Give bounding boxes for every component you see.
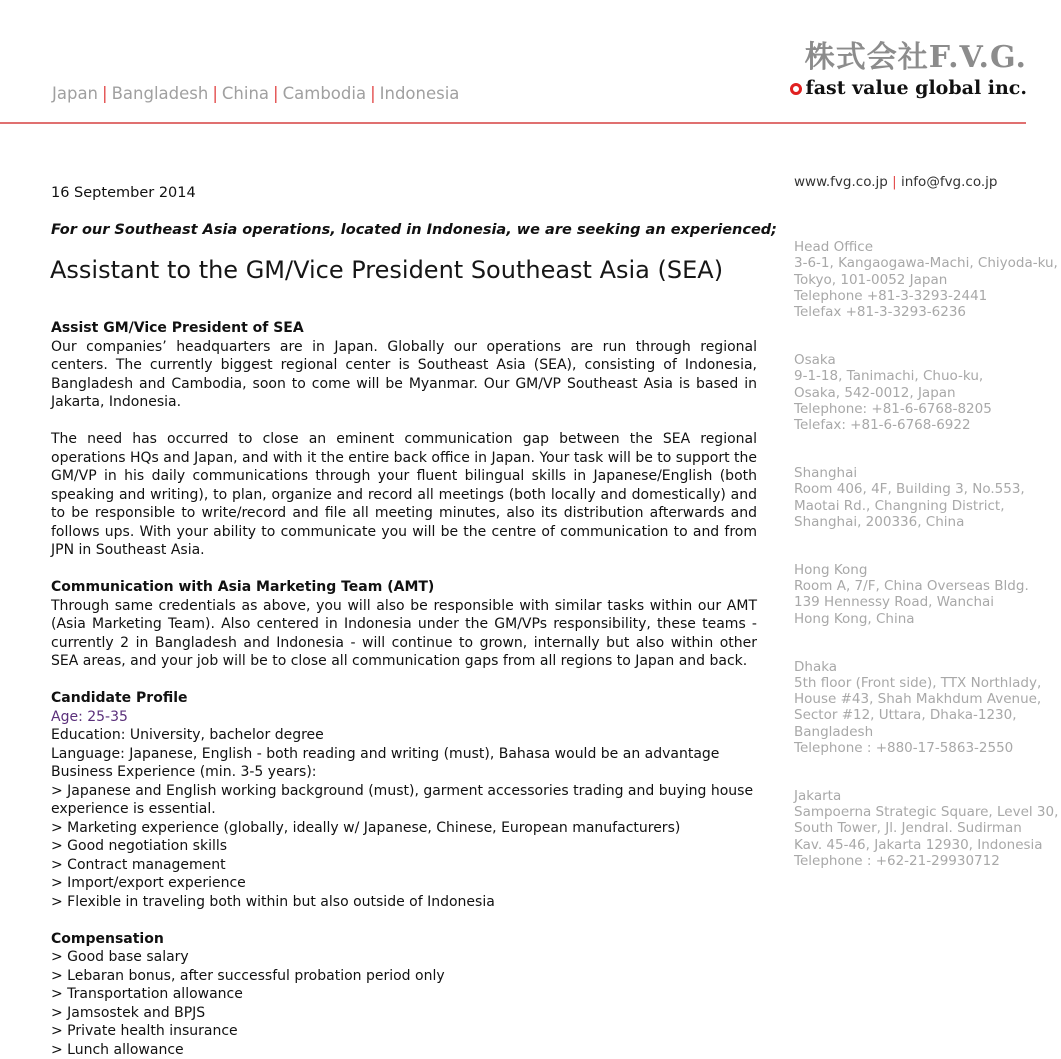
office-name: Hong Kong	[794, 562, 1054, 578]
office-address-line: 9-1-18, Tanimachi, Chuo-ku,	[794, 368, 1054, 384]
office-name: Dhaka	[794, 659, 1054, 675]
experience-item: > Flexible in traveling both within but also outside of Indonesia	[51, 893, 757, 912]
letter-date: 16 September 2014	[51, 185, 196, 201]
contact-line	[794, 174, 1054, 190]
section-heading-amt: Communication with Asia Marketing Team (AMT)	[51, 578, 757, 597]
office-telephone: Telephone +81-3-3293-2441	[794, 288, 1054, 304]
profile-age: Age: 25-35	[51, 708, 757, 727]
office-telephone: Telephone : +62-21-29930712	[794, 853, 1054, 869]
country-separator: |	[102, 84, 108, 103]
office-address-line: Sampoerna Strategic Square, Level 30,	[794, 804, 1054, 820]
logo-japanese-name: 株式会社F.V.G.	[777, 40, 1027, 76]
country-list	[52, 84, 459, 103]
job-title: Assistant to the GM/Vice President Southeast Asia (SEA)	[50, 256, 723, 284]
logo-english-name	[777, 76, 1027, 100]
experience-item: > Marketing experience (globally, ideally w/ Japanese, Chinese, European manufacturers)	[51, 819, 757, 838]
office-jakarta	[794, 788, 1054, 869]
office-address-line: House #43, Shah Makhdum Avenue,	[794, 691, 1054, 707]
office-telephone: Telephone: +81-6-6768-8205	[794, 401, 1054, 417]
logo-ring-icon	[790, 83, 802, 95]
profile-education: Education: University, bachelor degree	[51, 726, 757, 745]
experience-item: > Japanese and English working background (must), garment accessories trading and buying house experience is essential.	[51, 782, 757, 819]
compensation-item: > Lunch allowance	[51, 1041, 757, 1059]
office-dhaka	[794, 659, 1054, 756]
country-china: China	[222, 84, 269, 103]
compensation-item: > Lebaran bonus, after successful probation period only	[51, 967, 757, 986]
experience-item: > Import/export experience	[51, 874, 757, 893]
paragraph: Through same credentials as above, you will also be responsible with similar tasks within our AMT (Asia Marketing Team). Also centered in Indonesia under the GM/VPs responsibility, these teams - currently 2 in Bangladesh and Indonesia - will continue to grown, internally but also within other SEA areas, and your job will be to close all communication gaps from all regions to Japan and back.	[51, 597, 757, 671]
paragraph: The need has occurred to close an eminent communication gap between the SEA regional operations HQs and Japan, and with it the entire back office in Japan. Your task will be to support the GM/VP in his daily communications through your fluent bilingual skills in Japanese/English (both speaking and writing), to plan, organize and record all meetings (both locally and domestically) and to be responsible to write/record and file all meeting minutes, also its distribution afterwards and follows ups. With your ability to communicate you will be the centre of communication to and from JPN in Southeast Asia.	[51, 430, 757, 560]
office-address-line: Kav. 45-46, Jakarta 12930, Indonesia	[794, 837, 1054, 853]
office-address-line: Sector #12, Uttara, Dhaka-1230,	[794, 707, 1054, 723]
office-address-line: South Tower, Jl. Jendral. Sudirman	[794, 820, 1054, 836]
company-logo	[777, 40, 1027, 100]
office-name: Head Office	[794, 239, 1054, 255]
office-sidebar	[794, 174, 1054, 869]
office-address-line: Room 406, 4F, Building 3, No.553,	[794, 481, 1054, 497]
email-link[interactable]: info@fvg.co.jp	[901, 174, 997, 190]
office-telephone: Telephone : +880-17-5863-2550	[794, 740, 1054, 756]
country-indonesia: Indonesia	[380, 84, 460, 103]
office-address-line: Tokyo, 101-0052 Japan	[794, 272, 1054, 288]
office-osaka	[794, 352, 1054, 433]
office-head	[794, 239, 1054, 320]
contact-separator: |	[892, 174, 897, 190]
office-address-line: Bangladesh	[794, 724, 1054, 740]
section-heading-compensation: Compensation	[51, 930, 757, 949]
section-heading-profile: Candidate Profile	[51, 689, 757, 708]
office-shanghai	[794, 465, 1054, 530]
experience-item: > Contract management	[51, 856, 757, 875]
experience-item: > Good negotiation skills	[51, 837, 757, 856]
office-address-line: Maotai Rd., Changning District,	[794, 498, 1054, 514]
country-bangladesh: Bangladesh	[112, 84, 209, 103]
logo-english-text: fast value global inc.	[806, 77, 1027, 99]
country-cambodia: Cambodia	[283, 84, 366, 103]
office-name: Shanghai	[794, 465, 1054, 481]
country-separator: |	[273, 84, 279, 103]
letter-body	[51, 319, 757, 1059]
office-address-line: Osaka, 542-0012, Japan	[794, 385, 1054, 401]
header-divider	[0, 122, 1026, 124]
compensation-item: > Private health insurance	[51, 1022, 757, 1041]
profile-experience-label: Business Experience (min. 3-5 years):	[51, 763, 757, 782]
office-name: Osaka	[794, 352, 1054, 368]
compensation-item: > Transportation allowance	[51, 985, 757, 1004]
website-link[interactable]: www.fvg.co.jp	[794, 174, 888, 190]
office-address-line: 5th floor (Front side), TTX Northlady,	[794, 675, 1054, 691]
intro-line: For our Southeast Asia operations, located in Indonesia, we are seeking an experienced;	[51, 222, 777, 238]
compensation-item: > Jamsostek and BPJS	[51, 1004, 757, 1023]
office-telefax: Telefax: +81-6-6768-6922	[794, 417, 1054, 433]
office-address-line: Hong Kong, China	[794, 611, 1054, 627]
section-heading-assist: Assist GM/Vice President of SEA	[51, 319, 757, 338]
paragraph: Our companies’ headquarters are in Japan. Globally our operations are run through regional centers. The currently biggest regional center is Southeast Asia (SEA), consisting of Indonesia, Bangladesh and Cambodia, soon to come will be Myanmar. Our GM/VP Southeast Asia is based in Jakarta, Indonesia.	[51, 338, 757, 412]
office-address-line: 139 Hennessy Road, Wanchai	[794, 594, 1054, 610]
office-hong-kong	[794, 562, 1054, 627]
office-address-line: 3-6-1, Kangaogawa-Machi, Chiyoda-ku,	[794, 255, 1054, 271]
country-separator: |	[370, 84, 376, 103]
country-japan: Japan	[52, 84, 98, 103]
compensation-item: > Good base salary	[51, 948, 757, 967]
office-telefax: Telefax +81-3-3293-6236	[794, 304, 1054, 320]
profile-language: Language: Japanese, English - both reading and writing (must), Bahasa would be an advantage	[51, 745, 757, 764]
country-separator: |	[212, 84, 218, 103]
office-name: Jakarta	[794, 788, 1054, 804]
office-address-line: Room A, 7/F, China Overseas Bldg.	[794, 578, 1054, 594]
office-address-line: Shanghai, 200336, China	[794, 514, 1054, 530]
